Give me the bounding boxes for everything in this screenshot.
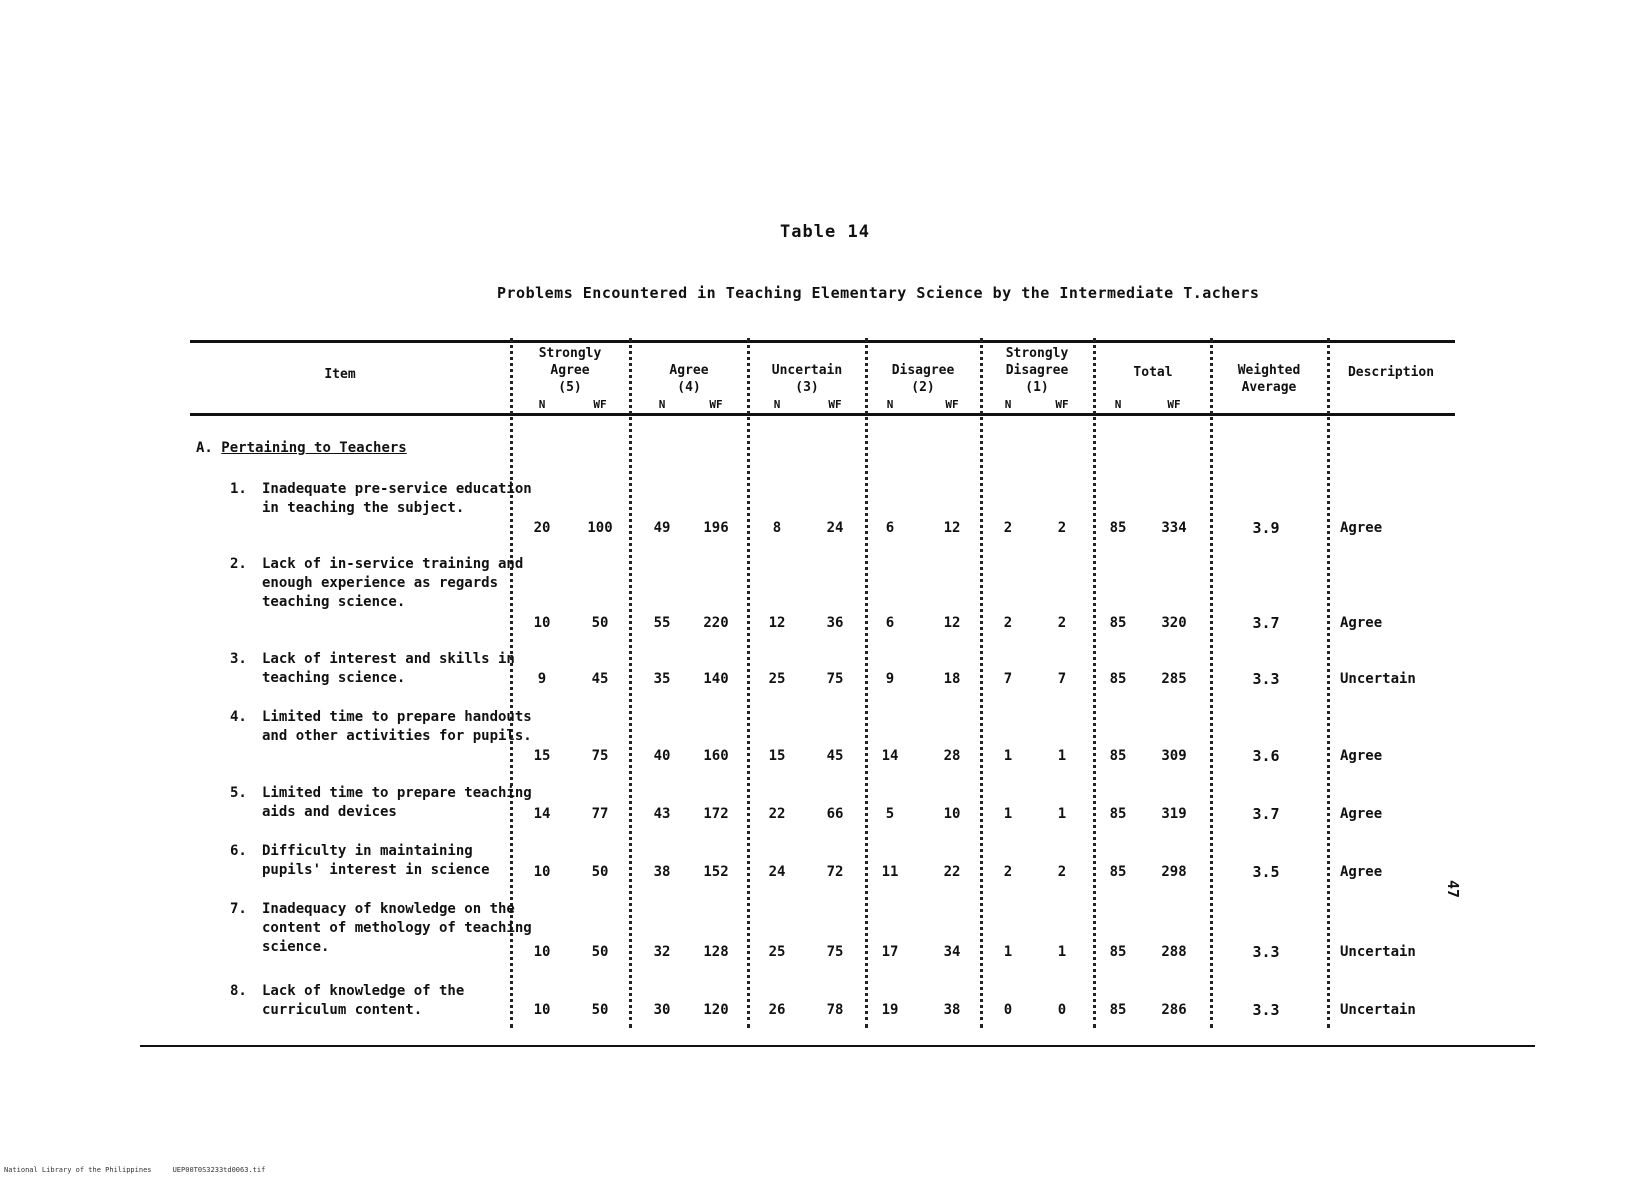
cell-description: Uncertain [1340,671,1416,687]
cell-d-n: 5 [885,806,895,822]
header-line: Uncertain [771,363,843,378]
cell-a-wf: 196 [703,520,729,536]
cell-description: Agree [1340,520,1383,536]
item-number: 5. [230,785,247,801]
item-description: Limited time to prepare handouts and other activities for pupils. [262,709,532,744]
cell-u-wf: 45 [826,748,844,764]
cell-total-wf: 298 [1161,864,1187,880]
cell-sa-wf: 100 [587,520,613,536]
header-disagree [870,362,976,396]
page-number: 47 [1444,880,1462,899]
item-number: 3. [230,651,247,667]
cell-sa-n: 10 [533,1002,551,1018]
header-uncertain [752,362,862,396]
cell-total-n: 85 [1109,748,1127,764]
cell-a-n: 35 [653,671,671,687]
header-item: Item [324,367,356,382]
item-description: Inadequate pre-service education in teaching the subject. [262,481,532,516]
subheader-n: N [538,398,546,411]
cell-a-wf: 172 [703,806,729,822]
header-line: Agree [550,363,590,378]
subheader-n: N [1114,398,1122,411]
header-line: (3) [795,380,819,395]
item-description: Lack of interest and skills in teaching science. [262,651,515,686]
cell-a-n: 40 [653,748,671,764]
item-description: Lack of in-service training and enough experience as regards teaching science. [262,556,524,610]
cell-weighted-average: 3.5 [1252,863,1280,881]
cell-sd-n: 2 [1003,864,1013,880]
header-line: Weighted [1237,363,1301,378]
cell-weighted-average: 3.9 [1252,519,1280,537]
cell-total-wf: 334 [1161,520,1187,536]
header-line: Strongly [1005,346,1069,361]
footer-code: UEP00T0S3233td0063.tif [172,1166,266,1174]
cell-u-wf: 75 [826,671,844,687]
cell-sd-n: 1 [1003,944,1013,960]
cell-description: Uncertain [1340,1002,1416,1018]
cell-sa-wf: 77 [591,806,609,822]
item-number: 6. [230,843,247,859]
header-line: (4) [677,380,701,395]
table-bottom-rule [140,1045,1535,1047]
cell-a-n: 49 [653,520,671,536]
cell-d-wf: 34 [943,944,961,960]
cell-d-wf: 28 [943,748,961,764]
cell-u-n: 15 [768,748,786,764]
header-line: Average [1241,380,1297,395]
item-number: 4. [230,709,247,725]
cell-sd-n: 2 [1003,615,1013,631]
cell-sd-wf: 1 [1057,806,1067,822]
subheader-n: N [1004,398,1012,411]
cell-sa-n: 10 [533,615,551,631]
cell-total-n: 85 [1109,944,1127,960]
cell-sa-n: 15 [533,748,551,764]
item-number: 1. [230,481,247,497]
subheader-wf: WF [593,398,607,411]
cell-total-n: 85 [1109,1002,1127,1018]
cell-sd-wf: 2 [1057,615,1067,631]
scan-footer [4,1166,265,1174]
cell-d-n: 14 [881,748,899,764]
cell-total-wf: 309 [1161,748,1187,764]
top-rule [190,340,1455,343]
cell-sa-n: 10 [533,864,551,880]
cell-description: Uncertain [1340,944,1416,960]
cell-sa-n: 20 [533,520,551,536]
cell-a-n: 32 [653,944,671,960]
cell-weighted-average: 3.6 [1252,747,1280,765]
item-description: Inadequacy of knowledge on the content of methology of teaching science. [262,901,532,955]
cell-d-n: 6 [885,520,895,536]
cell-d-wf: 38 [943,1002,961,1018]
header-strongly-agree [515,345,625,396]
cell-a-wf: 140 [703,671,729,687]
cell-total-wf: 286 [1161,1002,1187,1018]
column-separator [629,338,632,1028]
cell-u-wf: 66 [826,806,844,822]
cell-sd-wf: 1 [1057,944,1067,960]
cell-total-wf: 319 [1161,806,1187,822]
cell-sa-wf: 50 [591,944,609,960]
cell-u-wf: 36 [826,615,844,631]
cell-total-wf: 288 [1161,944,1187,960]
cell-u-wf: 24 [826,520,844,536]
cell-total-n: 85 [1109,864,1127,880]
subheader-wf: WF [1055,398,1069,411]
column-separator [1210,338,1213,1028]
cell-d-n: 9 [885,671,895,687]
cell-u-n: 8 [772,520,782,536]
footer-source: National Library of the Philippines [4,1166,152,1174]
cell-description: Agree [1340,864,1383,880]
header-agree [634,362,744,396]
cell-weighted-average: 3.7 [1252,614,1280,632]
subheader-wf: WF [945,398,959,411]
cell-sa-wf: 75 [591,748,609,764]
cell-total-wf: 285 [1161,671,1187,687]
cell-sd-wf: 2 [1057,520,1067,536]
item-description: Difficulty in maintaining pupils' interest in science [262,843,490,878]
subheader-wf: WF [709,398,723,411]
cell-d-wf: 12 [943,520,961,536]
cell-weighted-average: 3.7 [1252,805,1280,823]
item-description: Limited time to prepare teaching aids and devices [262,785,532,820]
cell-sd-wf: 7 [1057,671,1067,687]
cell-u-n: 25 [768,944,786,960]
cell-u-n: 25 [768,671,786,687]
cell-u-wf: 75 [826,944,844,960]
header-line: (5) [558,380,582,395]
cell-total-wf: 320 [1161,615,1187,631]
section-letter: A. [196,440,213,456]
cell-description: Agree [1340,806,1383,822]
cell-sa-wf: 45 [591,671,609,687]
column-separator [980,338,983,1028]
cell-sd-n: 2 [1003,520,1013,536]
cell-a-wf: 220 [703,615,729,631]
section-label: Pertaining to Teachers [221,440,407,456]
subheader-n: N [773,398,781,411]
header-total: Total [1133,365,1173,380]
header-bottom-rule [190,413,1455,416]
cell-sa-n: 10 [533,944,551,960]
cell-total-n: 85 [1109,520,1127,536]
cell-a-wf: 128 [703,944,729,960]
cell-d-n: 17 [881,944,899,960]
cell-weighted-average: 3.3 [1252,943,1280,961]
cell-total-n: 85 [1109,806,1127,822]
cell-description: Agree [1340,748,1383,764]
cell-u-n: 26 [768,1002,786,1018]
subheader-n: N [886,398,894,411]
cell-sd-wf: 0 [1057,1002,1067,1018]
cell-weighted-average: 3.3 [1252,1001,1280,1019]
cell-d-n: 19 [881,1002,899,1018]
header-line: Disagree [1005,363,1069,378]
header-strongly-disagree [985,345,1089,396]
cell-a-n: 43 [653,806,671,822]
cell-sa-wf: 50 [591,1002,609,1018]
cell-weighted-average: 3.3 [1252,670,1280,688]
cell-a-wf: 120 [703,1002,729,1018]
cell-description: Agree [1340,615,1383,631]
cell-sa-n: 14 [533,806,551,822]
cell-sd-n: 1 [1003,806,1013,822]
cell-sd-n: 0 [1003,1002,1013,1018]
header-weighted-average [1214,362,1324,396]
cell-a-n: 55 [653,615,671,631]
table-number: Table 14 [780,222,870,242]
subheader-wf: WF [828,398,842,411]
cell-sa-wf: 50 [591,615,609,631]
section-a-heading [196,440,407,456]
subheader-n: N [658,398,666,411]
column-separator [747,338,750,1028]
cell-d-wf: 22 [943,864,961,880]
cell-sd-wf: 2 [1057,864,1067,880]
item-number: 2. [230,556,247,572]
item-number: 7. [230,901,247,917]
cell-d-n: 11 [881,864,899,880]
header-line: Disagree [891,363,955,378]
header-line: Strongly [538,346,602,361]
cell-u-wf: 78 [826,1002,844,1018]
header-line: (2) [911,380,935,395]
cell-sa-n: 9 [537,671,547,687]
cell-u-n: 22 [768,806,786,822]
cell-a-n: 30 [653,1002,671,1018]
cell-d-wf: 12 [943,615,961,631]
cell-d-n: 6 [885,615,895,631]
cell-sd-wf: 1 [1057,748,1067,764]
subheader-wf: WF [1167,398,1181,411]
cell-u-wf: 72 [826,864,844,880]
cell-u-n: 24 [768,864,786,880]
cell-d-wf: 10 [943,806,961,822]
table-caption: Problems Encountered in Teaching Elementary Science by the Intermediate T.achers [497,284,1260,302]
column-separator [1327,338,1330,1028]
cell-total-n: 85 [1109,671,1127,687]
header-line: (1) [1025,380,1049,395]
cell-sd-n: 7 [1003,671,1013,687]
item-description: Lack of knowledge of the curriculum content. [262,983,465,1018]
cell-a-wf: 160 [703,748,729,764]
cell-sd-n: 1 [1003,748,1013,764]
cell-a-n: 38 [653,864,671,880]
cell-total-n: 85 [1109,615,1127,631]
cell-d-wf: 18 [943,671,961,687]
cell-u-n: 12 [768,615,786,631]
header-line: Agree [669,363,709,378]
header-description: Description [1347,365,1435,380]
cell-sa-wf: 50 [591,864,609,880]
item-number: 8. [230,983,247,999]
cell-a-wf: 152 [703,864,729,880]
